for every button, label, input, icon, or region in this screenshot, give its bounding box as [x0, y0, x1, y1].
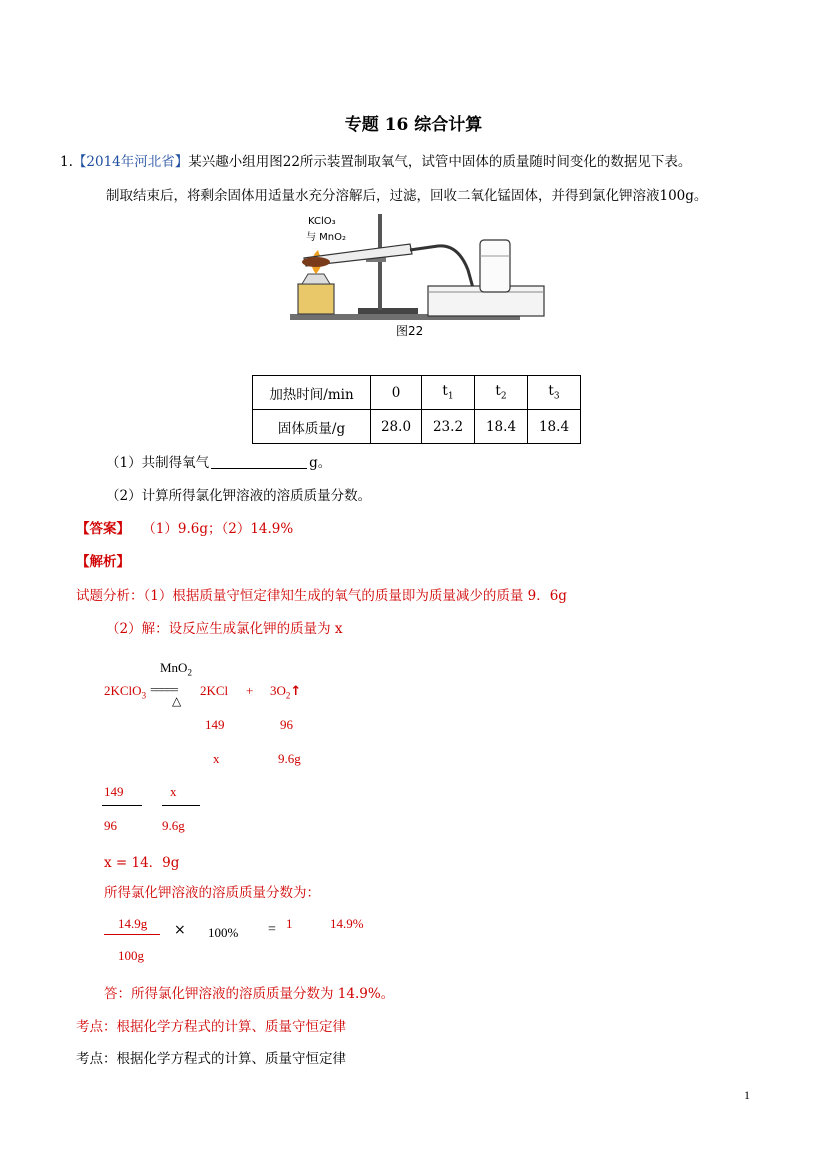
equation-plus: + — [246, 683, 254, 698]
figure-label-mno2: 与 MnO₂ — [306, 232, 347, 243]
table-header-t1: $t_1$ — [422, 376, 475, 410]
table-row-label: 固体质量/g — [253, 410, 371, 444]
kaodian-1: 考点：根据化学方程式的计算、质量守恒定律 — [76, 1019, 346, 1035]
sub-question-1: （1）共制得氧气 g。 — [106, 455, 332, 471]
answer-line — [76, 517, 293, 537]
var-x: x — [213, 751, 220, 766]
equation-left: 2KClO$_3$ — [104, 683, 147, 701]
calc-equals: = — [268, 922, 276, 937]
page-number: 1 — [744, 1088, 750, 1102]
table-header-time: 加热时间/min — [253, 376, 371, 410]
fraction-2-top: x — [170, 784, 177, 799]
apparatus-figure — [288, 210, 548, 340]
table-cell: 28.0 — [371, 410, 422, 444]
analysis-label: 【解析】 — [76, 554, 130, 570]
question-text-1: 某兴趣小组用图22所示装置制取氧气，试管中固体的质量随时间变化的数据见下表。 — [188, 154, 692, 170]
gas-collecting-bottle — [480, 240, 510, 292]
molar-mass-o2: 96 — [280, 717, 293, 732]
calc-fraction-bar — [104, 934, 160, 935]
fraction-1-bar — [102, 805, 142, 806]
question-number: 1. — [60, 154, 73, 170]
calc-numerator: 14.9g — [118, 916, 148, 931]
mass-fraction-line: 所得氯化钾溶液的溶质质量分数为： — [104, 885, 320, 901]
equation-product-1: 2KCl — [200, 683, 229, 698]
table-cell: 23.2 — [422, 410, 475, 444]
fraction-1-top: 149 — [104, 784, 124, 799]
table-header-t0: 0 — [371, 376, 422, 410]
equation-equals: ===== — [150, 682, 177, 697]
molar-mass-kcl: 149 — [205, 717, 225, 732]
times-sign: × — [174, 922, 186, 938]
table-cell: 18.4 — [528, 410, 581, 444]
heat-symbol: △ — [172, 694, 182, 708]
table-cell: 18.4 — [475, 410, 528, 444]
calc-denominator: 100g — [118, 948, 144, 963]
table-row-time — [253, 376, 581, 410]
page-title: 专题 16 综合计算 — [344, 115, 483, 135]
answer-blank — [211, 454, 307, 469]
fraction-2-bar — [162, 805, 200, 806]
gas-arrow-icon: ↑ — [290, 684, 302, 699]
source-tag: 【2014年河北省】 — [72, 154, 189, 170]
data-table — [252, 375, 581, 444]
question-line-2: 制取结束后，将剩余固体用适量水充分溶解后，过滤，回收二氧化锰固体，并得到氯化钾溶液100g。 — [106, 188, 708, 204]
answer-label: 【答案】 — [76, 521, 130, 537]
alcohol-burner — [298, 284, 334, 314]
equation-product-2: $3O_2↑$ — [270, 683, 302, 701]
table-header-t3: $t_3$ — [528, 376, 581, 410]
answer-text: （1）9.6g；（2）14.9% — [142, 521, 294, 537]
calc-one: 1 — [286, 916, 293, 931]
question-line-1 — [60, 150, 691, 170]
fraction-2-bottom: 9.6g — [162, 818, 185, 833]
calc-result: 14.9% — [330, 916, 364, 931]
calc-percent: 100% — [208, 925, 239, 940]
table-row-mass — [253, 410, 581, 444]
figure-caption: 图22 — [396, 324, 424, 338]
catalyst-label: MnO$_2$ — [160, 660, 192, 678]
stand-base — [358, 308, 418, 314]
solid-mixture — [302, 257, 330, 267]
analysis-line-2: （2）解：设反应生成氯化钾的质量为 x — [106, 621, 343, 637]
fraction-1-bottom: 96 — [104, 818, 117, 833]
analysis-line-1: 试题分析：（1）根据质量守恒定律知生成的氧气的质量即为质量减少的质量 9．6g — [76, 588, 567, 604]
var-mass-o2: 9.6g — [278, 751, 301, 766]
final-answer: 答：所得氯化钾溶液的溶质质量分数为 14.9%。 — [104, 986, 395, 1002]
sub-question-2: （2）计算所得氯化钾溶液的溶质质量分数。 — [106, 488, 372, 504]
figure-label-kclo3: KClO₃ — [308, 216, 336, 227]
kaodian-2: 考点：根据化学方程式的计算、质量守恒定律 — [76, 1051, 346, 1067]
result-x: x = 14．9g — [104, 855, 180, 871]
table-header-t2: $t_2$ — [475, 376, 528, 410]
